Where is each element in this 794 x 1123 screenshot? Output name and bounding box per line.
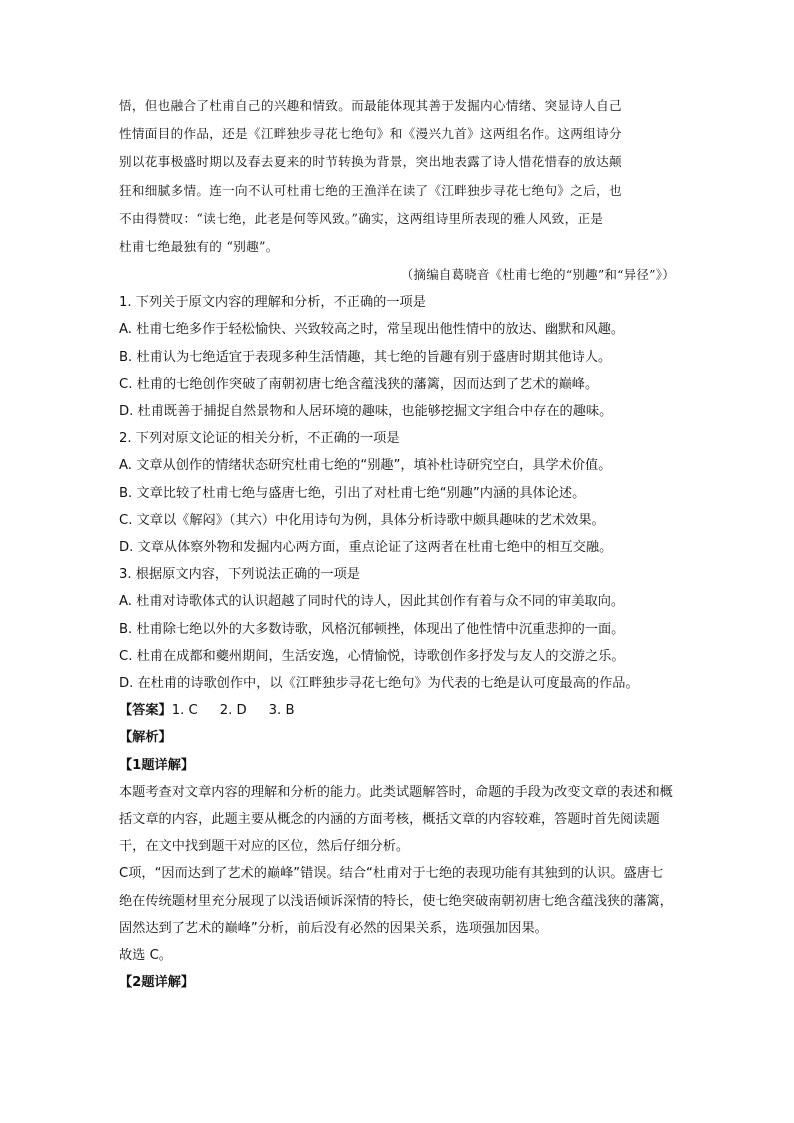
answer-item: 1. C (171, 703, 198, 719)
question-stem: 1. 下列关于原文内容的理解和分析，不正确的一项是 (119, 295, 426, 311)
detail-paragraph: 本题考查对文章内容的理解和分析的能力。此类试题解答时，命题的手段为改变文章的表述和概括文章的内容，此题主要从概念的内涵的方面考核，概括文章的内容较难，答题时首先阅读题干，在文中找到题干对应的区位，然后仔细分析。 (119, 784, 673, 855)
question-option: C. 文章以《解闷》（其六）中化用诗句为例，具体分析诗歌中颇具趣味的艺术效果。 (119, 512, 605, 528)
passage-line: 别以花事极盛时期以及春去夏来的时节转换为背景，突出地表露了诗人惜花惜春的放达颠 (119, 154, 622, 170)
question-option: D. 在杜甫的诗歌创作中，以《江畔独步寻花七绝句》为代表的七绝是认可度最高的作品。 (119, 676, 639, 692)
passage-source: （摘编自葛晓音《杜甫七绝的“别趣”和“异径”》） (400, 267, 675, 283)
passage-line: 性情面目的作品，还是《江畔独步寻花七绝句》和《漫兴九首》这两组名作。这两组诗分 (119, 126, 622, 142)
answer-line (119, 697, 675, 724)
answer-label: 【答案】 (119, 703, 172, 719)
passage-line: 悟，但也融合了杜甫自己的兴趣和情致。而最能体现其善于发掘内心情绪、突显诗人自己 (119, 98, 622, 113)
question-option: B. 杜甫认为七绝适宜于表现多种生活情趣，其七绝的旨趣有别于盛唐时期其他诗人。 (119, 349, 612, 365)
passage-excerpt (119, 92, 675, 289)
question-option: A. 杜甫七绝多作于轻松愉快、兴致较高之时，常呈现出他性情中的放达、幽默和风趣。 (119, 322, 625, 338)
detail-heading: 【1题详解】 (119, 757, 195, 773)
question-option: B. 文章比较了杜甫七绝与盛唐七绝，引出了对杜甫七绝“别趣”内涵的具体论述。 (119, 485, 586, 501)
question-option: B. 杜甫除七绝以外的大多数诗歌，风格沉郁顿挫，体现出了他性情中沉重悲抑的一面。 (119, 621, 625, 637)
detail-conclusion: 故选 C。 (119, 948, 172, 964)
passage-line: 不由得赞叹：“读七绝，此老是何等风致。”确实，这两组诗里所表现的雅人风致，正是 (119, 210, 604, 226)
question-option: D. 杜甫既善于捕捉自然景物和人居环境的趣味，也能够挖掘文字组合中存在的趣味。 (119, 404, 613, 420)
question-stem: 2. 下列对原文论证的相关分析，不正确的一项是 (119, 431, 400, 447)
question-option: D. 文章从体察外物和发掘内心两方面，重点论证了这两者在杜甫七绝中的相互交融。 (119, 540, 613, 556)
question-stem: 3. 根据原文内容，下列说法正确的一项是 (119, 567, 360, 583)
detail-section (119, 779, 675, 997)
detail-heading: 【2题详解】 (119, 975, 195, 991)
answer-item: 3. B (268, 703, 295, 719)
passage-line: 狂和细腻多情。连一向不认可杜甫七绝的王渔洋在读了《江畔独步寻花七绝句》之后，也 (119, 182, 622, 198)
answer-item: 2. D (219, 703, 247, 719)
question-option: C. 杜甫的七绝创作突破了南朝初唐七绝含蕴浅狭的藩篱，因而达到了艺术的巅峰。 (119, 376, 599, 392)
questions-section (119, 289, 675, 779)
question-option: A. 杜甫对诗歌体式的认识超越了同时代的诗人，因此其创作有着与众不同的审美取向。 (119, 594, 625, 610)
question-option: C. 杜甫在成都和夔州期间，生活安逸，心情愉悦，诗歌创作多抒发与友人的交游之乐。 (119, 648, 625, 664)
passage-line: 杜甫七绝最独有的 “别趣”。 (119, 239, 279, 255)
detail-explanation: C项，“因而达到了艺术的巅峰”错误。结合“杜甫对于七绝的表现功能有其独到的认识。盛唐七绝在传统题材里充分展现了以浅语倾诉深情的特长，使七绝突破南朝初唐七绝含蕴浅狭的藩篱，固然达到了艺术的巅峰”分析，前后没有必然的因果关系，选项强加因果。 (119, 866, 673, 936)
question-option: A. 文章从创作的情绪状态研究杜甫七绝的“别趣”，填补杜诗研究空白，具学术价值。 (119, 458, 612, 474)
answer-items (172, 697, 317, 724)
document-page (119, 92, 675, 997)
analysis-label: 【解析】 (119, 730, 172, 746)
